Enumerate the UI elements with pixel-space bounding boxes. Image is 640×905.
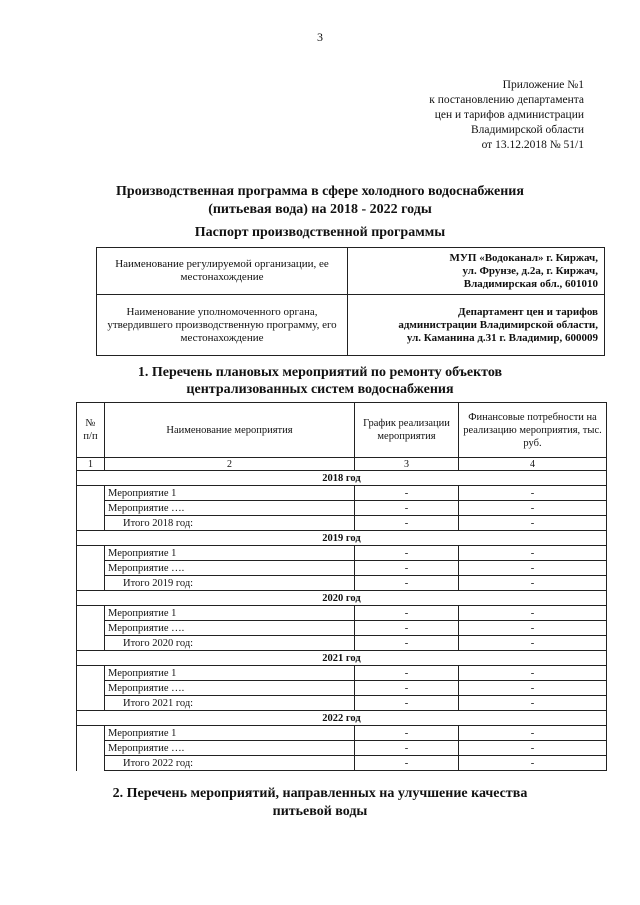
event-name: Итого 2019 год: — [105, 576, 355, 591]
schedule-value: - — [355, 756, 459, 771]
num-cell — [77, 606, 105, 621]
column-number: 4 — [459, 458, 607, 471]
schedule-value: - — [355, 516, 459, 531]
table-header-row — [77, 403, 607, 458]
schedule-value: - — [355, 561, 459, 576]
num-cell — [77, 486, 105, 501]
event-name: Итого 2022 год: — [105, 756, 355, 771]
column-number: 2 — [105, 458, 355, 471]
section-heading-line: питьевой воды — [272, 804, 368, 819]
schedule-value: - — [355, 636, 459, 651]
schedule-value: - — [355, 666, 459, 681]
year-label: 2022 год — [77, 711, 607, 726]
document-title-line: Производственная программа в сфере холодного водоснабжения — [116, 184, 524, 199]
event-name: Мероприятие …. — [105, 741, 355, 756]
appendix-line: Владимирской области — [470, 124, 584, 136]
total-row — [77, 696, 607, 711]
section-heading-line: 1. Перечень плановых мероприятий по ремонту объектов — [137, 365, 503, 380]
table-row — [77, 741, 607, 756]
section-2-heading — [0, 785, 640, 821]
finance-value: - — [459, 516, 607, 531]
table-row — [77, 681, 607, 696]
num-cell — [77, 666, 105, 681]
num-cell — [77, 621, 105, 636]
appendix-note — [429, 78, 584, 153]
passport-label: Наименование уполномоченного органа, утвердившего производственную программу, его местонахождение — [97, 295, 348, 356]
finance-value: - — [459, 666, 607, 681]
header-finance: Финансовые потребности на реализацию мероприятия, тыс. руб. — [459, 403, 607, 458]
passport-table — [96, 247, 605, 356]
year-row — [77, 471, 607, 486]
passport-value-line: Владимирская обл., 601010 — [463, 277, 598, 290]
finance-value: - — [459, 576, 607, 591]
year-label: 2020 год — [77, 591, 607, 606]
year-row — [77, 531, 607, 546]
appendix-line: цен и тарифов администрации — [434, 109, 584, 121]
event-name: Итого 2021 год: — [105, 696, 355, 711]
num-cell — [77, 501, 105, 516]
schedule-value: - — [355, 681, 459, 696]
event-name: Мероприятие 1 — [105, 726, 355, 741]
passport-title: Паспорт производственной программы — [194, 225, 446, 240]
table-row — [77, 546, 607, 561]
section-heading-line: централизованных систем водоснабжения — [186, 382, 454, 397]
appendix-line: от 13.12.2018 № 51/1 — [481, 139, 584, 151]
num-cell — [77, 636, 105, 651]
finance-value: - — [459, 741, 607, 756]
passport-value-line: ул. Фрунзе, д.2а, г. Киржач, — [462, 264, 598, 277]
table-row — [77, 621, 607, 636]
passport-value-line: ул. Каманина д.31 г. Владимир, 600009 — [406, 331, 598, 344]
year-row — [77, 711, 607, 726]
passport-label: Наименование регулируемой организации, ее местонахождение — [97, 248, 348, 295]
num-cell — [77, 561, 105, 576]
num-cell — [77, 741, 105, 756]
finance-value: - — [459, 696, 607, 711]
total-row — [77, 756, 607, 771]
header-name: Наименование мероприятия — [105, 403, 355, 458]
passport-row — [97, 248, 605, 295]
table-row — [77, 606, 607, 621]
table-row — [77, 666, 607, 681]
header-schedule: График реализации мероприятия — [355, 403, 459, 458]
event-name: Мероприятие 1 — [105, 666, 355, 681]
total-row — [77, 636, 607, 651]
passport-value-line: МУП «Водоканал» г. Киржач, — [449, 251, 598, 264]
column-number: 1 — [77, 458, 105, 471]
num-cell — [77, 681, 105, 696]
year-label: 2018 год — [77, 471, 607, 486]
finance-value: - — [459, 606, 607, 621]
section-1-heading — [0, 364, 640, 398]
num-cell — [77, 516, 105, 531]
schedule-value: - — [355, 486, 459, 501]
table-row — [77, 726, 607, 741]
year-row — [77, 651, 607, 666]
year-label: 2019 год — [77, 531, 607, 546]
num-cell — [77, 696, 105, 711]
column-number-row — [77, 458, 607, 471]
event-name: Итого 2018 год: — [105, 516, 355, 531]
finance-value: - — [459, 501, 607, 516]
appendix-line: к постановлению департамента — [429, 94, 584, 106]
finance-value: - — [459, 486, 607, 501]
table-row — [77, 501, 607, 516]
event-name: Итого 2020 год: — [105, 636, 355, 651]
schedule-value: - — [355, 696, 459, 711]
finance-value: - — [459, 636, 607, 651]
table-row — [77, 486, 607, 501]
schedule-value: - — [355, 546, 459, 561]
event-name: Мероприятие …. — [105, 681, 355, 696]
document-title — [0, 183, 640, 219]
event-name: Мероприятие …. — [105, 561, 355, 576]
document-title-line: (питьевая вода) на 2018 - 2022 годы — [208, 202, 432, 217]
finance-value: - — [459, 546, 607, 561]
event-name: Мероприятие 1 — [105, 606, 355, 621]
schedule-value: - — [355, 576, 459, 591]
page-number: 3 — [317, 30, 323, 44]
total-row — [77, 516, 607, 531]
num-cell — [77, 546, 105, 561]
schedule-value: - — [355, 606, 459, 621]
event-name: Мероприятие …. — [105, 501, 355, 516]
passport-value-line: Департамент цен и тарифов — [458, 305, 598, 318]
finance-value: - — [459, 726, 607, 741]
schedule-value: - — [355, 741, 459, 756]
num-cell — [77, 726, 105, 741]
schedule-value: - — [355, 501, 459, 516]
finance-value: - — [459, 681, 607, 696]
event-name: Мероприятие 1 — [105, 546, 355, 561]
schedule-value: - — [355, 621, 459, 636]
appendix-line: Приложение №1 — [502, 79, 584, 91]
finance-value: - — [459, 561, 607, 576]
column-number: 3 — [355, 458, 459, 471]
num-cell — [77, 576, 105, 591]
section-heading-line: 2. Перечень мероприятий, направленных на улучшение качества — [112, 786, 528, 801]
header-num: № п/п — [77, 403, 105, 458]
schedule-value: - — [355, 726, 459, 741]
event-name: Мероприятие …. — [105, 621, 355, 636]
total-row — [77, 576, 607, 591]
year-label: 2021 год — [77, 651, 607, 666]
event-name: Мероприятие 1 — [105, 486, 355, 501]
num-cell — [77, 756, 105, 771]
events-body — [77, 458, 607, 771]
finance-value: - — [459, 621, 607, 636]
passport-value — [348, 248, 605, 295]
year-row — [77, 591, 607, 606]
passport-value — [348, 295, 605, 356]
events-table — [76, 402, 607, 771]
passport-value-line: администрации Владимирской области, — [398, 318, 598, 331]
finance-value: - — [459, 756, 607, 771]
passport-row — [97, 295, 605, 356]
table-row — [77, 561, 607, 576]
